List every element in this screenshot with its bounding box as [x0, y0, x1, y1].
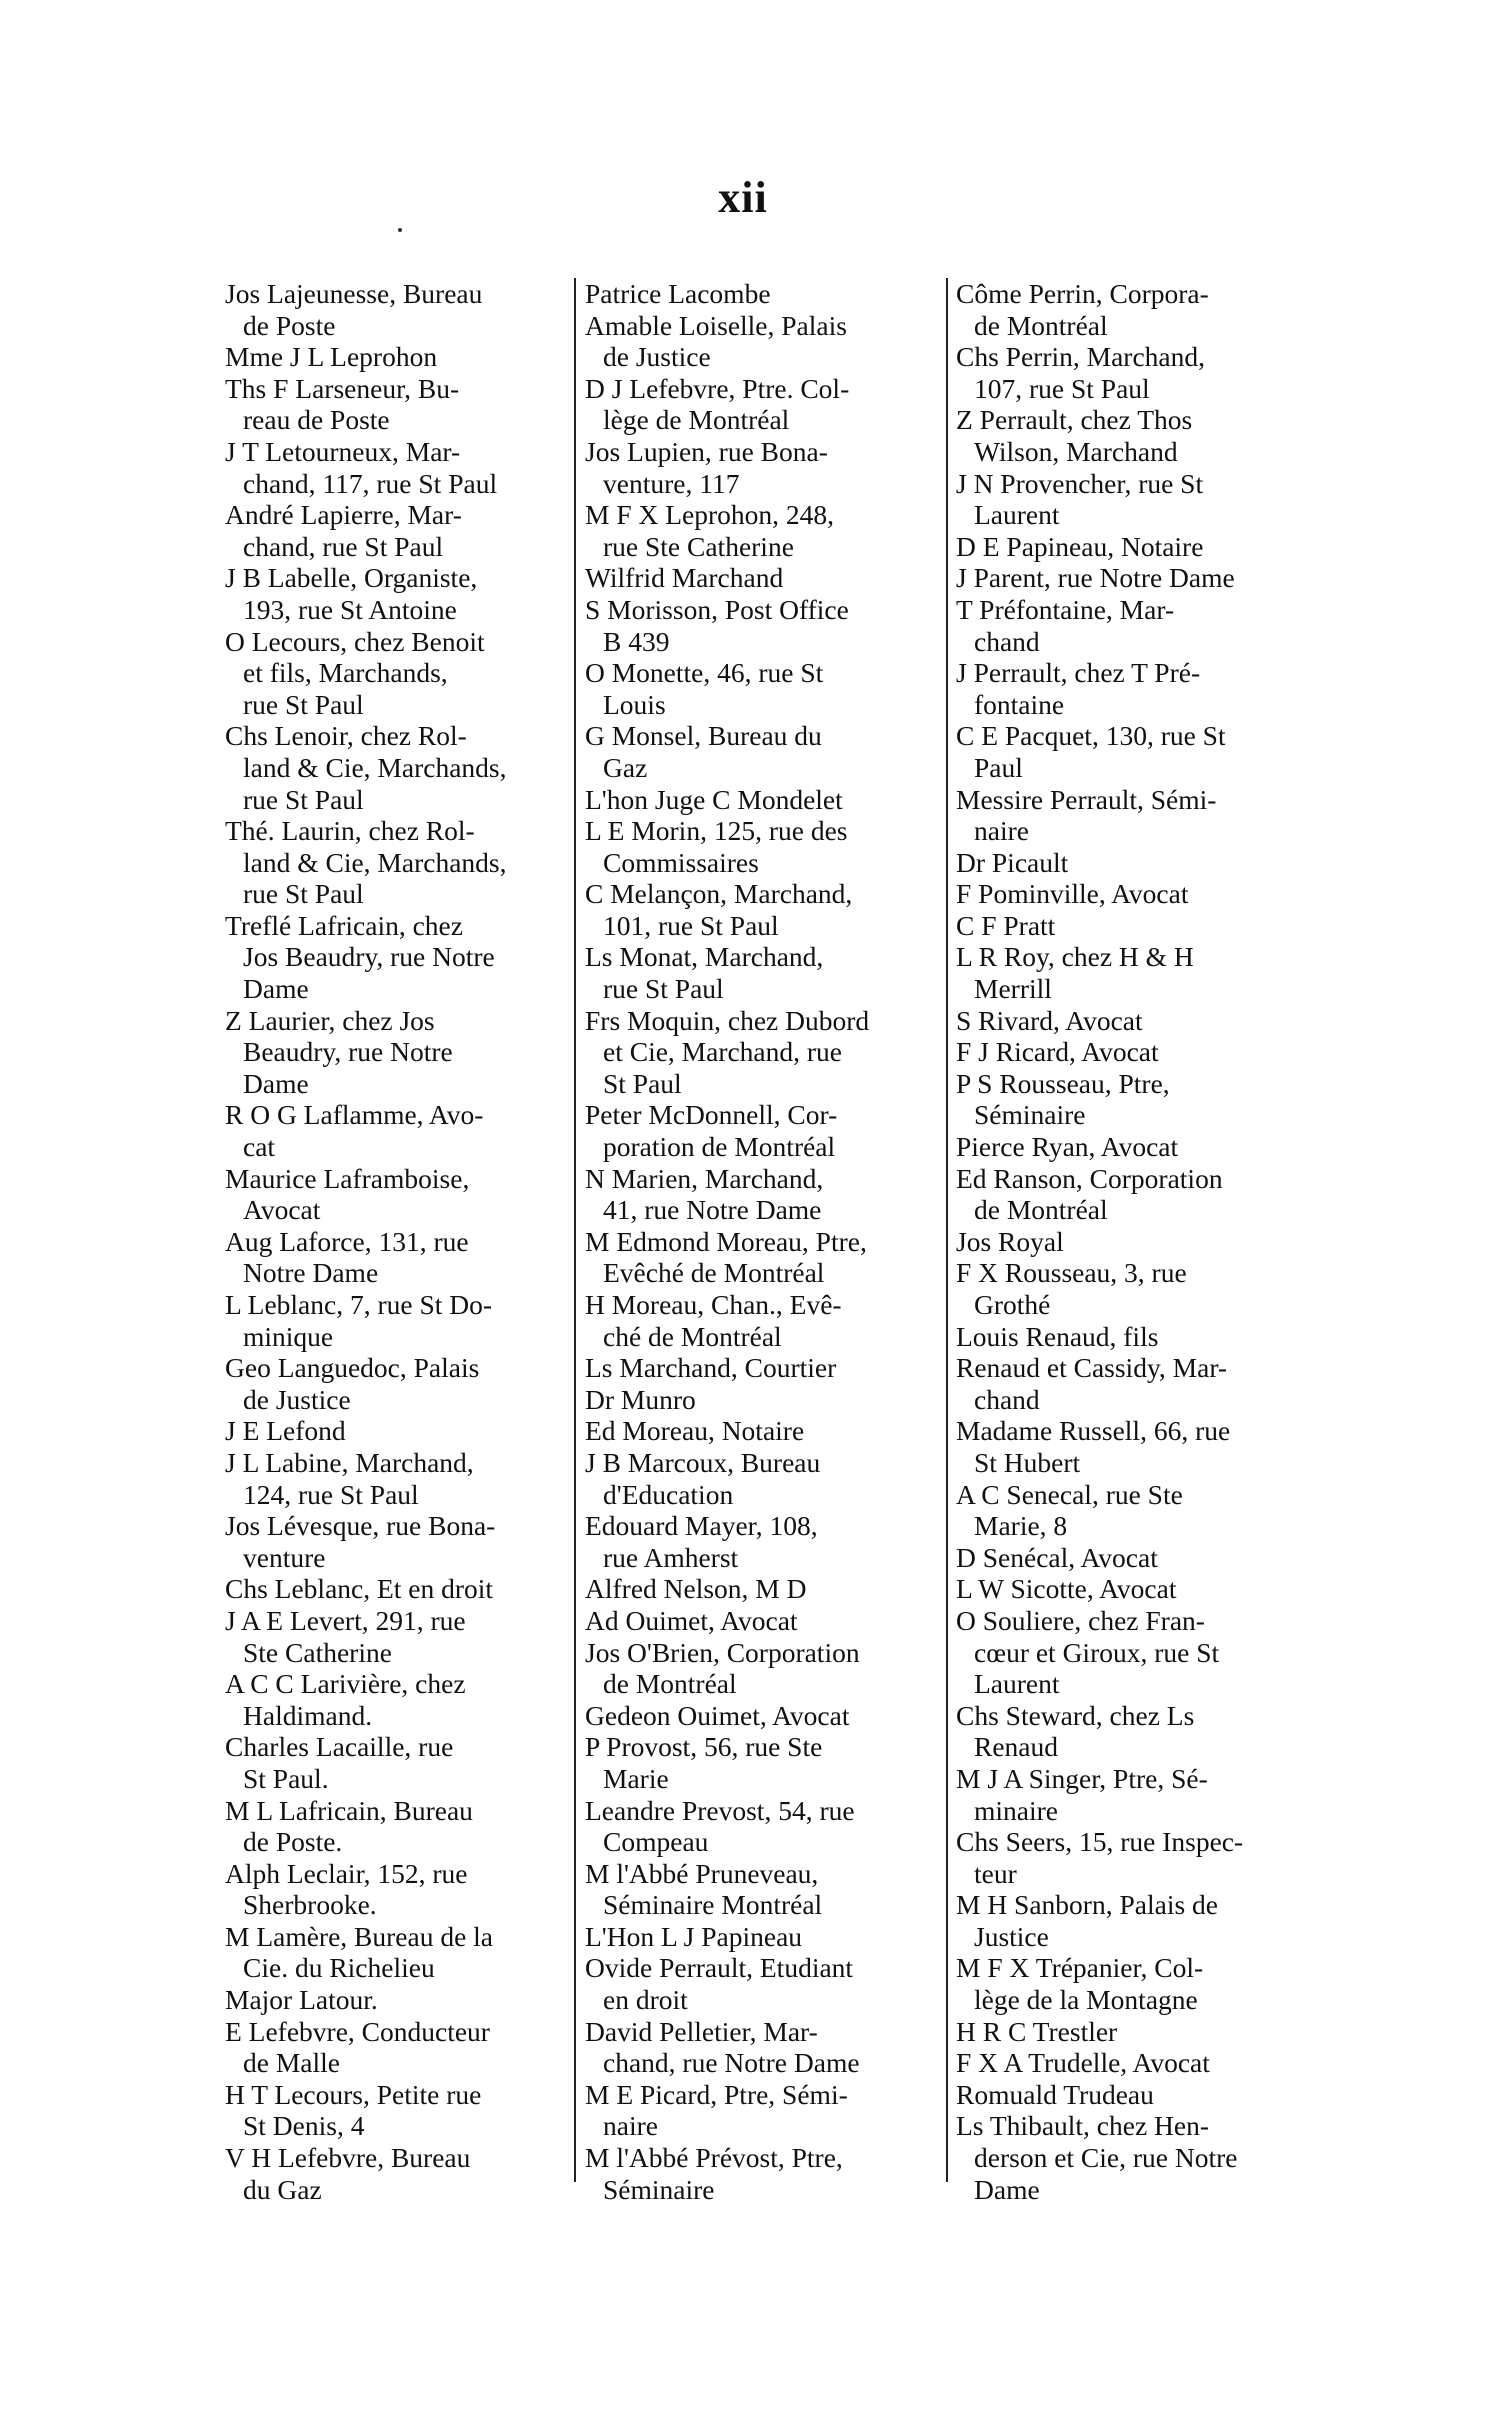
entry-name-line: T Préfontaine, Mar- — [956, 593, 1175, 625]
directory-entry — [585, 1226, 945, 1289]
entry-name-line: F X A Trudelle, Avocat — [956, 2047, 1210, 2079]
entry-name-line: Leandre Prevost, 54, rue — [585, 1794, 855, 1826]
entry-name-line: M L Lafricain, Bureau — [225, 1794, 473, 1826]
directory-entry — [956, 720, 1308, 783]
directory-entry — [956, 1068, 1308, 1131]
entry-name-line: Charles Lacaille, rue — [225, 1731, 454, 1763]
entry-continuation-line: B 439 — [603, 625, 670, 657]
directory-column-2 — [585, 278, 945, 2205]
directory-entry — [956, 1826, 1308, 1889]
directory-entry — [956, 1131, 1308, 1163]
entry-continuation-line: Jos Beaudry, rue Notre — [243, 941, 495, 973]
entry-continuation-line: 124, rue St Paul — [243, 1478, 419, 1510]
entry-continuation-line: de Justice — [603, 341, 711, 373]
directory-entry — [585, 1573, 945, 1605]
entry-name-line: C F Pratt — [956, 909, 1056, 941]
entry-name-line: J B Labelle, Organiste, — [225, 562, 478, 594]
entry-name-line: Ls Marchand, Courtier — [585, 1352, 837, 1384]
entry-continuation-line: Marie — [603, 1762, 669, 1794]
directory-entry — [585, 2079, 945, 2142]
entry-continuation-line: Evêché de Montréal — [603, 1257, 825, 1289]
entry-continuation-line: St Paul. — [243, 1762, 329, 1794]
entry-continuation-line: minaire — [974, 1794, 1058, 1826]
entry-continuation-line: Commissaires — [603, 846, 759, 878]
directory-entry — [585, 1858, 945, 1921]
entry-name-line: J Perrault, chez T Pré- — [956, 657, 1201, 689]
entry-continuation-line: cat — [243, 1131, 276, 1163]
entry-name-line: Edouard Mayer, 108, — [585, 1510, 818, 1542]
directory-entry — [585, 1415, 945, 1447]
column-divider-1 — [574, 278, 576, 2182]
entry-continuation-line: Renaud — [974, 1731, 1059, 1763]
entry-name-line: O Lecours, chez Benoit — [225, 625, 485, 657]
directory-entry — [956, 1605, 1308, 1700]
entry-continuation-line: lège de Montréal — [603, 404, 790, 436]
directory-entry — [225, 2016, 567, 2079]
entry-name-line: J Parent, rue Notre Dame — [956, 562, 1235, 594]
entry-continuation-line: et fils, Marchands, — [243, 657, 448, 689]
entry-name-line: Patrice Lacombe — [585, 278, 771, 309]
entry-name-line: P Provost, 56, rue Ste — [585, 1731, 823, 1763]
entry-name-line: Wilfrid Marchand — [585, 562, 784, 594]
directory-entry — [956, 594, 1308, 657]
entry-name-line: V H Lefebvre, Bureau — [225, 2142, 471, 2174]
directory-entry — [956, 468, 1308, 531]
entry-continuation-line: Paul — [974, 751, 1023, 783]
directory-entry — [956, 1415, 1308, 1478]
entry-name-line: Maurice Laframboise, — [225, 1162, 470, 1194]
entry-name-line: Amable Loiselle, Palais — [585, 309, 847, 341]
directory-entry — [956, 1763, 1308, 1826]
entry-name-line: Alfred Nelson, M D — [585, 1573, 807, 1605]
entry-name-line: Geo Languedoc, Palais — [225, 1352, 480, 1384]
directory-entry — [956, 404, 1308, 467]
entry-continuation-line: Séminaire — [974, 1099, 1086, 1131]
entry-continuation-line: naire — [974, 815, 1029, 847]
directory-entry — [225, 910, 567, 1005]
page-number: xii — [718, 173, 768, 222]
entry-name-line: A C C Larivière, chez — [225, 1668, 466, 1700]
directory-entry — [585, 1731, 945, 1794]
entry-continuation-line: chand — [974, 1383, 1040, 1415]
entry-continuation-line: de Poste. — [243, 1826, 343, 1858]
directory-entry — [956, 2016, 1308, 2048]
entry-name-line: A C Senecal, rue Ste — [956, 1478, 1183, 1510]
directory-entry — [956, 1163, 1308, 1226]
directory-entry — [956, 341, 1308, 404]
entry-name-line: L R Roy, chez H & H — [956, 941, 1194, 973]
entry-name-line: Messire Perrault, Sémi- — [956, 783, 1217, 815]
entry-continuation-line: Beaudry, rue Notre — [243, 1036, 453, 1068]
entry-name-line: J N Provencher, rue St — [956, 467, 1204, 499]
entry-continuation-line: chand — [974, 625, 1040, 657]
entry-name-line: Peter McDonnell, Cor- — [585, 1099, 838, 1131]
entry-continuation-line: rue Ste Catherine — [603, 530, 794, 562]
entry-continuation-line: land & Cie, Marchands, — [243, 846, 507, 878]
entry-name-line: F J Ricard, Avocat — [956, 1036, 1159, 1068]
directory-entry — [225, 1226, 567, 1289]
entry-name-line: S Morisson, Post Office — [585, 593, 849, 625]
directory-entry — [585, 1510, 945, 1573]
directory-entry — [956, 1226, 1308, 1258]
directory-entry — [956, 2047, 1308, 2079]
directory-entry — [585, 784, 945, 816]
entry-name-line: M Lamère, Bureau de la — [225, 1920, 494, 1952]
entry-name-line: Côme Perrin, Corpora- — [956, 278, 1209, 309]
entry-name-line: Treflé Lafricain, chez — [225, 909, 463, 941]
entry-name-line: M Edmond Moreau, Ptre, — [585, 1225, 867, 1257]
entry-name-line: N Marien, Marchand, — [585, 1162, 824, 1194]
entry-name-line: Ovide Perrault, Etudiant — [585, 1952, 854, 1984]
entry-continuation-line: de Poste — [243, 309, 336, 341]
entry-name-line: D J Lefebvre, Ptre. Col- — [585, 372, 850, 404]
entry-name-line: David Pelletier, Mar- — [585, 2015, 818, 2047]
entry-name-line: D Senécal, Avocat — [956, 1541, 1158, 1573]
entry-continuation-line: derson et Cie, rue Notre — [974, 2142, 1238, 2174]
entry-continuation-line: Marie, 8 — [974, 1510, 1068, 1542]
directory-entry — [585, 1352, 945, 1384]
entry-name-line: Ths F Larseneur, Bu- — [225, 372, 460, 404]
entry-name-line: M H Sanborn, Palais de — [956, 1889, 1218, 1921]
entry-continuation-line: lège de la Montagne — [974, 1984, 1198, 2016]
directory-entry — [585, 1384, 945, 1416]
entry-continuation-line: chand, rue St Paul — [243, 530, 444, 562]
entry-name-line: L'hon Juge C Mondelet — [585, 783, 843, 815]
entry-continuation-line: rue St Paul — [603, 973, 724, 1005]
directory-entry — [225, 2142, 567, 2205]
entry-continuation-line: Justice — [974, 1920, 1049, 1952]
directory-entry — [225, 278, 567, 341]
entry-name-line: S Rivard, Avocat — [956, 1004, 1143, 1036]
column-divider-2 — [946, 278, 948, 2182]
entry-name-line: Dr Munro — [585, 1383, 696, 1415]
entry-name-line: D E Papineau, Notaire — [956, 530, 1204, 562]
entry-name-line: Romuald Trudeau — [956, 2078, 1154, 2110]
directory-entry — [225, 720, 567, 815]
entry-name-line: J B Marcoux, Bureau — [585, 1446, 821, 1478]
directory-entry — [225, 1795, 567, 1858]
entry-name-line: Ls Thibault, chez Hen- — [956, 2110, 1210, 2142]
entry-continuation-line: venture, 117 — [603, 467, 740, 499]
entry-name-line: Ed Ranson, Corporation — [956, 1162, 1223, 1194]
entry-continuation-line: Notre Dame — [243, 1257, 379, 1289]
directory-entry — [225, 499, 567, 562]
directory-entry — [585, 1700, 945, 1732]
entry-continuation-line: rue St Paul — [243, 878, 364, 910]
entry-name-line: Chs Seers, 15, rue Inspec- — [956, 1826, 1244, 1858]
directory-entry — [956, 1889, 1308, 1952]
directory-entry — [225, 373, 567, 436]
entry-continuation-line: et Cie, Marchand, rue — [603, 1036, 843, 1068]
entry-continuation-line: 107, rue St Paul — [974, 372, 1150, 404]
entry-continuation-line: Dame — [243, 1067, 309, 1099]
entry-continuation-line: Cie. du Richelieu — [243, 1952, 435, 1984]
entry-continuation-line: de Malle — [243, 2047, 340, 2079]
directory-entry — [585, 1952, 945, 2015]
entry-continuation-line: St Hubert — [974, 1446, 1081, 1478]
directory-entry — [956, 278, 1308, 341]
entry-continuation-line: Grothé — [974, 1289, 1051, 1320]
entry-continuation-line: de Montréal — [603, 1668, 737, 1700]
entry-name-line: André Lapierre, Mar- — [225, 499, 462, 531]
directory-entry — [225, 1415, 567, 1447]
directory-entry — [585, 499, 945, 562]
entry-continuation-line: en droit — [603, 1984, 688, 2016]
directory-entry — [585, 720, 945, 783]
directory-entry — [225, 1289, 567, 1352]
entry-name-line: L W Sicotte, Avocat — [956, 1573, 1177, 1605]
entry-continuation-line: ché de Montréal — [603, 1320, 782, 1352]
entry-name-line: Jos Lajeunesse, Bureau — [225, 278, 483, 309]
entry-continuation-line: rue St Paul — [243, 688, 364, 720]
entry-continuation-line: Dame — [974, 2173, 1040, 2205]
entry-name-line: Thé. Laurin, chez Rol- — [225, 815, 475, 847]
entry-name-line: H R C Trestler — [956, 2015, 1118, 2047]
entry-name-line: L E Morin, 125, rue des — [585, 815, 848, 847]
entry-name-line: Jos Lupien, rue Bona- — [585, 435, 828, 467]
directory-entry — [956, 910, 1308, 942]
entry-name-line: Ls Monat, Marchand, — [585, 941, 824, 973]
directory-entry — [585, 1099, 945, 1162]
entry-name-line: E Lefebvre, Conducteur — [225, 2015, 490, 2047]
directory-entry — [225, 1005, 567, 1100]
directory-entry — [225, 1352, 567, 1415]
entry-name-line: M F X Trépanier, Col- — [956, 1952, 1204, 1984]
directory-entry — [225, 1731, 567, 1794]
entry-name-line: F Pominville, Avocat — [956, 878, 1189, 910]
directory-entry — [956, 1479, 1308, 1542]
directory-entry — [585, 1289, 945, 1352]
entry-continuation-line: teur — [974, 1857, 1017, 1889]
entry-continuation-line: chand, rue Notre Dame — [603, 2047, 860, 2079]
directory-entry — [585, 436, 945, 499]
directory-entry — [225, 626, 567, 721]
directory-entry — [225, 1099, 567, 1162]
directory-entry — [225, 436, 567, 499]
entry-name-line: Ed Moreau, Notaire — [585, 1415, 805, 1447]
entry-continuation-line: Séminaire — [603, 2173, 715, 2205]
entry-continuation-line: Compeau — [603, 1826, 709, 1858]
directory-entry — [956, 784, 1308, 847]
directory-entry — [956, 657, 1308, 720]
entry-name-line: R O G Laflamme, Avo- — [225, 1099, 484, 1131]
directory-entry — [585, 941, 945, 1004]
entry-name-line: J A E Levert, 291, rue — [225, 1604, 466, 1636]
entry-continuation-line: de Montréal — [974, 1194, 1108, 1226]
entry-name-line: J T Letourneux, Mar- — [225, 435, 461, 467]
entry-name-line: H T Lecours, Petite rue — [225, 2078, 482, 2110]
directory-entry — [585, 1005, 945, 1100]
entry-name-line: M F X Leprohon, 248, — [585, 499, 835, 531]
directory-entry — [585, 1447, 945, 1510]
directory-column-3 — [956, 278, 1308, 2205]
entry-continuation-line: Séminaire Montréal — [603, 1889, 823, 1921]
page-mark — [398, 228, 402, 232]
directory-column-1 — [225, 278, 567, 2205]
directory-entry — [956, 847, 1308, 879]
entry-continuation-line: Wilson, Marchand — [974, 435, 1178, 467]
entry-continuation-line: Ste Catherine — [243, 1636, 392, 1668]
entry-name-line: M l'Abbé Prévost, Ptre, — [585, 2142, 843, 2174]
entry-continuation-line: 41, rue Notre Dame — [603, 1194, 822, 1226]
entry-name-line: Aug Laforce, 131, rue — [225, 1225, 469, 1257]
entry-continuation-line: Laurent — [974, 499, 1060, 531]
entry-continuation-line: St Paul — [603, 1067, 682, 1099]
entry-continuation-line: chand, 117, rue St Paul — [243, 467, 498, 499]
entry-name-line: Z Laurier, chez Jos — [225, 1004, 435, 1036]
entry-name-line: M l'Abbé Pruneveau, — [585, 1857, 819, 1889]
entry-continuation-line: Sherbrooke. — [243, 1889, 377, 1921]
directory-entry — [956, 1036, 1308, 1068]
entry-name-line: C E Pacquet, 130, rue St — [956, 720, 1226, 752]
entry-continuation-line: de Montréal — [974, 309, 1108, 341]
directory-entry — [956, 1952, 1308, 2015]
entry-continuation-line: Haldimand. — [243, 1699, 373, 1731]
entry-name-line: H Moreau, Chan., Evê- — [585, 1289, 842, 1320]
entry-name-line: Chs Steward, chez Ls — [956, 1699, 1195, 1731]
directory-entry — [956, 1542, 1308, 1574]
directory-entry — [956, 1700, 1308, 1763]
entry-name-line: M E Picard, Ptre, Sémi- — [585, 2078, 848, 2110]
entry-continuation-line: du Gaz — [243, 2173, 322, 2205]
directory-entry — [956, 2079, 1308, 2111]
directory-entry — [956, 1321, 1308, 1353]
directory-entry — [585, 1637, 945, 1700]
entry-name-line: Alph Leclair, 152, rue — [225, 1857, 468, 1889]
directory-entry — [585, 657, 945, 720]
entry-name-line: M J A Singer, Ptre, Sé- — [956, 1762, 1208, 1794]
entry-continuation-line: d'Education — [603, 1478, 734, 1510]
directory-entry — [225, 1447, 567, 1510]
directory-entry — [225, 1921, 567, 1984]
directory-entry — [225, 1668, 567, 1731]
directory-entry — [585, 562, 945, 594]
directory-entry — [585, 1605, 945, 1637]
entry-name-line: Jos Lévesque, rue Bona- — [225, 1510, 496, 1542]
entry-name-line: J L Labine, Marchand, — [225, 1446, 474, 1478]
directory-entry — [585, 1163, 945, 1226]
entry-name-line: Renaud et Cassidy, Mar- — [956, 1352, 1228, 1384]
directory-entry — [585, 1921, 945, 1953]
entry-name-line: F X Rousseau, 3, rue — [956, 1257, 1187, 1289]
entry-continuation-line: Avocat — [243, 1194, 321, 1226]
directory-entry — [225, 1858, 567, 1921]
entry-name-line: Jos O'Brien, Corporation — [585, 1636, 860, 1668]
directory-entry — [956, 1005, 1308, 1037]
entry-continuation-line: rue St Paul — [243, 783, 364, 815]
entry-name-line: Madame Russell, 66, rue — [956, 1415, 1231, 1447]
directory-entry — [225, 2079, 567, 2142]
directory-entry — [585, 878, 945, 941]
entry-name-line: L'Hon L J Papineau — [585, 1920, 803, 1952]
entry-continuation-line: Merrill — [974, 973, 1052, 1005]
directory-entry — [225, 1163, 567, 1226]
directory-entry — [225, 341, 567, 373]
entry-name-line: Dr Picault — [956, 846, 1069, 878]
directory-entry — [225, 1605, 567, 1668]
directory-entry — [956, 2110, 1308, 2205]
directory-entry — [585, 2016, 945, 2079]
directory-entry — [956, 531, 1308, 563]
directory-entry — [956, 941, 1308, 1004]
directory-entry — [956, 1257, 1308, 1320]
directory-entry — [225, 1984, 567, 2016]
entry-name-line: P S Rousseau, Ptre, — [956, 1067, 1170, 1099]
entry-continuation-line: Dame — [243, 973, 309, 1005]
directory-entry — [956, 878, 1308, 910]
entry-name-line: Major Latour. — [225, 1984, 378, 2016]
directory-entry — [956, 562, 1308, 594]
entry-continuation-line: 101, rue St Paul — [603, 909, 779, 941]
entry-continuation-line: land & Cie, Marchands, — [243, 751, 507, 783]
entry-continuation-line: Laurent — [974, 1668, 1060, 1700]
directory-entry — [956, 1573, 1308, 1605]
entry-name-line: Ad Ouimet, Avocat — [585, 1604, 798, 1636]
entry-continuation-line: minique — [243, 1320, 334, 1352]
entry-continuation-line: Louis — [603, 688, 666, 720]
directory-entry — [585, 1795, 945, 1858]
directory-entry — [585, 310, 945, 373]
directory-entry — [585, 2142, 945, 2205]
entry-continuation-line: St Denis, 4 — [243, 2110, 365, 2142]
entry-name-line: Chs Lenoir, chez Rol- — [225, 720, 467, 752]
entry-name-line: Z Perrault, chez Thos — [956, 404, 1193, 436]
entry-continuation-line: de Justice — [243, 1383, 351, 1415]
entry-continuation-line: fontaine — [974, 688, 1065, 720]
entry-continuation-line: 193, rue St Antoine — [243, 593, 457, 625]
entry-name-line: Gedeon Ouimet, Avocat — [585, 1699, 850, 1731]
entry-continuation-line: naire — [603, 2110, 658, 2142]
directory-entry — [585, 373, 945, 436]
entry-name-line: Pierce Ryan, Avocat — [956, 1131, 1179, 1163]
entry-name-line: C Melançon, Marchand, — [585, 878, 853, 910]
entry-continuation-line: Gaz — [603, 751, 648, 783]
directory-entry — [585, 815, 945, 878]
entry-name-line: Frs Moquin, chez Dubord — [585, 1004, 870, 1036]
directory-entry — [225, 1510, 567, 1573]
directory-entry — [225, 815, 567, 910]
entry-name-line: L Leblanc, 7, rue St Do- — [225, 1289, 493, 1320]
entry-name-line: G Monsel, Bureau du — [585, 720, 822, 752]
directory-entry — [585, 278, 945, 310]
entry-continuation-line: poration de Montréal — [603, 1131, 836, 1163]
entry-name-line: Mme J L Leprohon — [225, 341, 438, 373]
entry-continuation-line: venture — [243, 1541, 326, 1573]
entry-name-line: Chs Leblanc, Et en droit — [225, 1573, 494, 1605]
entry-continuation-line: reau de Poste — [243, 404, 390, 436]
entry-name-line: Jos Royal — [956, 1225, 1064, 1257]
directory-entry — [225, 1573, 567, 1605]
directory-entry — [225, 562, 567, 625]
entry-name-line: Louis Renaud, fils — [956, 1320, 1159, 1352]
directory-entry — [585, 594, 945, 657]
entry-continuation-line: cœur et Giroux, rue St — [974, 1636, 1220, 1668]
directory-entry — [956, 1352, 1308, 1415]
entry-name-line: O Monette, 46, rue St — [585, 657, 824, 689]
entry-name-line: O Souliere, chez Fran- — [956, 1604, 1205, 1636]
entry-name-line: J E Lefond — [225, 1415, 346, 1447]
entry-name-line: Chs Perrin, Marchand, — [956, 341, 1205, 373]
entry-continuation-line: rue Amherst — [603, 1541, 739, 1573]
